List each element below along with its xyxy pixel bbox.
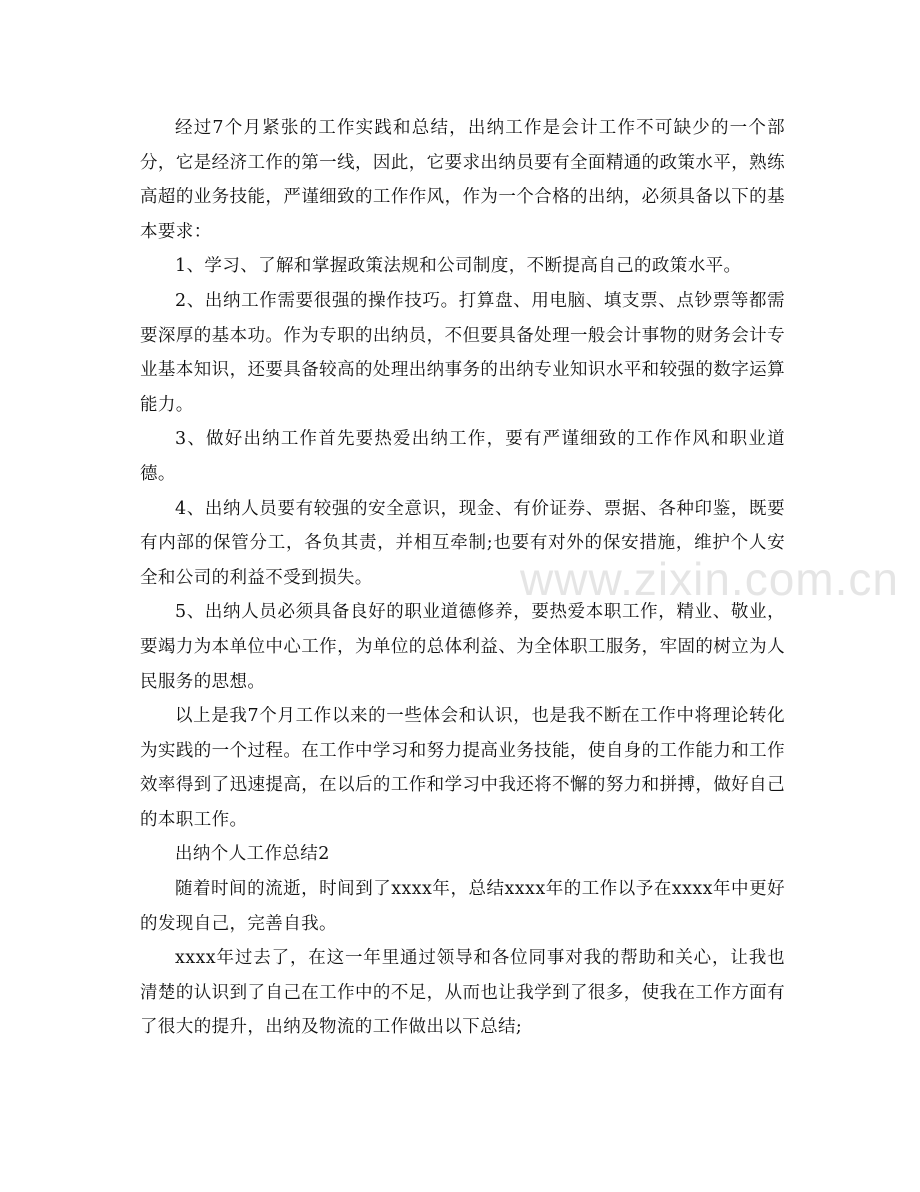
section-paragraph: 随着时间的流逝，时间到了xxxx年，总结xxxx年的工作以予在xxxx年中更好的发现自己，完善自我。 <box>140 879 785 934</box>
requirement-5-paragraph: 5、出纳人员必须具备良好的职业道德修养，要热爱本职工作，精业、敬业，要竭力为本单位中心工作，为单位的总体利益、为全体职工服务，牢固的树立为人民服务的思想。 <box>140 602 785 692</box>
section-title: 出纳个人工作总结2 <box>175 844 330 865</box>
requirement-1-paragraph: 1、学习、了解和掌握政策法规和公司制度，不断提高自己的政策水平。 <box>175 256 742 277</box>
intro-paragraph: 经过7个月紧张的工作实践和总结，出纳工作是会计工作不可缺少的一个部分，它是经济工作的第一线，因此，它要求出纳员要有全面精通的政策水平，熟练高超的业务技能，严谨细致的工作作风，作为一个合格的出纳，必须具备以下的基本要求： <box>140 118 785 242</box>
requirement-4-paragraph: 4、出纳人员要有较强的安全意识，现金、有价证券、票据、各种印鉴，既要有内部的保管分工，各负其责，并相互牵制;也要有对外的保安措施，维护个人安全和公司的利益不受到损失。 <box>140 498 785 588</box>
conclusion-paragraph: 以上是我7个月工作以来的一些体会和认识，也是我不断在工作中将理论转化为实践的一个过程。在工作中学习和努力提高业务技能，使自身的工作能力和工作效率得到了迅速提高，在以后的工作和学习中我还将不懈的努力和拼搏，做好自己的本职工作。 <box>140 706 785 830</box>
watermark: www.zixin.com.cn <box>520 553 899 605</box>
requirement-2-paragraph: 2、出纳工作需要很强的操作技巧。打算盘、用电脑、填支票、点钞票等都需要深厚的基本功。作为专职的出纳员，不但要具备处理一般会计事物的财务会计专业基本知识，还要具备较高的处理出纳事务的出纳专业知识水平和较强的数字运算能力。 <box>140 290 785 415</box>
requirement-3-paragraph: 3、做好出纳工作首先要热爱出纳工作，要有严谨细致的工作作风和职业道德。 <box>140 429 785 484</box>
section-paragraph: xxxx年过去了，在这一年里通过领导和各位同事对我的帮助和关心，让我也清楚的认识到了自己在工作中的不足，从而也让我学到了很多，使我在工作方面有了很大的提升，出纳及物流的工作做出以下总结; <box>140 948 785 1038</box>
document-body <box>140 111 785 1045</box>
